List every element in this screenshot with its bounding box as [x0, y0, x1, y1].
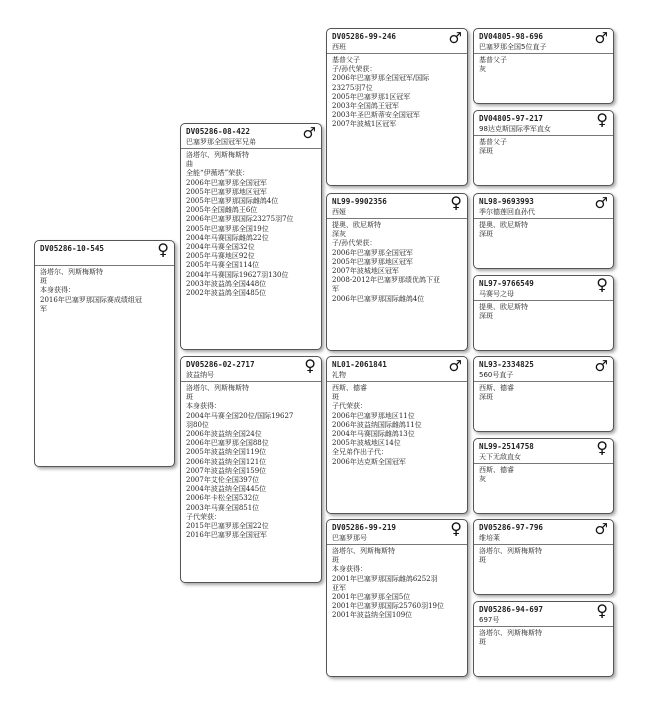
bird-details [332, 384, 462, 467]
detail-line: 2008-2012年巴塞罗那绩优鸽下亚 [332, 276, 440, 285]
detail-line: 子/孙代荣获： [332, 239, 377, 248]
bird-details [40, 268, 169, 314]
detail-line: 2016年巴塞罗那国际赛成绩组冠 [40, 295, 142, 304]
detail-line: 西斯、德睿 [332, 384, 367, 392]
detail-line: 斑 [479, 638, 486, 647]
bird-details [479, 303, 608, 321]
bird-name: 波益纳号 [181, 370, 321, 382]
bird-name: 巴塞罗那全国冠军兄弟 [181, 137, 321, 149]
bird-details [479, 547, 608, 565]
detail-line: 洛塔尔、列斯梅斯特 [479, 547, 542, 555]
detail-line: 西斯、德睿 [479, 466, 514, 474]
detail-line: 2006年波益纳全国24位 [186, 430, 262, 439]
ring-number: NL97-9766549 [479, 279, 534, 288]
detail-line: 基普父子 [479, 56, 507, 64]
detail-line: 曲 [186, 160, 193, 169]
detail-line: 2002年波益鸽全国485位 [186, 289, 267, 298]
male-symbol-icon: ♂ [594, 357, 608, 375]
bird-name: 西班 [327, 42, 467, 54]
female-symbol-icon: ♀ [450, 519, 462, 538]
detail-line: 2006年巴塞罗那国际23275羽7位 [186, 215, 294, 224]
detail-line: 2007年艾伦全国397位 [186, 476, 260, 485]
detail-line: 深斑 [479, 393, 493, 402]
bird-details [332, 221, 462, 304]
detail-line: 基普父子 [479, 138, 507, 146]
detail-line: 2006年巴塞罗那国际雌鸽4位 [332, 294, 425, 303]
bird-name: 560号直子 [474, 370, 613, 382]
detail-line: 2001年巴塞罗那国际25760羽19位 [332, 602, 444, 611]
detail-line: 斑 [332, 556, 339, 565]
pedigree-card-sire[interactable] [180, 123, 322, 350]
ring-number: NL99-9902356 [332, 197, 387, 206]
detail-line: 洛塔尔、列斯梅斯特 [186, 384, 249, 392]
female-symbol-icon: ♀ [304, 356, 316, 375]
detail-line: 羽80位 [186, 420, 209, 429]
detail-line: 子代荣获： [332, 402, 367, 411]
detail-line: 2006年巴塞罗那全国冠军 [332, 248, 413, 257]
pedigree-card-ddd[interactable] [473, 601, 614, 677]
detail-line: 2005年全国雌鸽王6位 [186, 206, 258, 215]
detail-line: 洛塔尔、列斯梅斯特 [479, 629, 542, 637]
detail-line: 2006年波益纳国际雌鸽11位 [332, 420, 422, 429]
ring-number: DV05286-97-796 [479, 523, 544, 532]
detail-line: 2005年马赛全国114位 [186, 261, 260, 270]
detail-line: 提奥、欧尼斯特 [479, 221, 528, 229]
detail-line: 2007年波城1区冠军 [332, 120, 397, 129]
detail-line: 2006年波益纳全国121位 [186, 457, 267, 466]
bird-name [35, 254, 174, 266]
detail-line: 2005年波益纳全国119位 [186, 448, 267, 457]
male-symbol-icon: ♂ [448, 29, 462, 47]
detail-line: 2015年巴塞罗那全国22位 [186, 522, 269, 531]
ring-number: DV05286-99-219 [332, 523, 397, 532]
bird-name: 维培莱 [474, 533, 613, 545]
male-symbol-icon: ♂ [594, 29, 608, 47]
pedigree-card-dam[interactable] [180, 356, 322, 583]
detail-line: 2007年波益纳全国159位 [186, 466, 267, 475]
detail-line: 2003年圣巴斯蒂安全国冠军 [332, 111, 420, 120]
pedigree-card-dam-sire[interactable] [326, 356, 468, 514]
pedigree-card-dds[interactable] [473, 519, 614, 595]
bird-name: 697号 [474, 615, 613, 627]
bird-name: 季尔德莲回血孙代 [474, 207, 613, 219]
detail-line: 深斑 [479, 312, 493, 321]
detail-line: 洛塔尔、列斯梅斯特 [332, 547, 395, 555]
detail-line: 2003年全国鸽王冠军 [332, 102, 399, 111]
pedigree-card-sds[interactable] [473, 193, 614, 269]
detail-line: 子代荣获： [186, 512, 221, 521]
detail-line: 2003年马赛全国851位 [186, 503, 260, 512]
detail-line: 2004年马赛全国20位/国际19627 [186, 411, 294, 420]
detail-line: 洛塔尔、列斯梅斯特 [40, 268, 103, 276]
detail-line: 灰 [479, 65, 486, 74]
detail-line: 子/孙代荣获： [332, 65, 377, 74]
ring-number: NL93-2334825 [479, 360, 534, 369]
ring-number: DV04805-98-696 [479, 32, 544, 41]
detail-line: 2004年马赛国际19627羽130位 [186, 270, 289, 279]
ring-number: DV05286-10-545 [40, 244, 105, 253]
ring-number: DV05286-02-2717 [186, 360, 255, 369]
ring-number: DV05286-94-697 [479, 605, 544, 614]
bird-details [186, 151, 316, 298]
detail-line: 2004年波益纳全国445位 [186, 485, 267, 494]
pedigree-card-subject[interactable] [34, 240, 175, 467]
detail-line: 2003年波益鸽全国448位 [186, 279, 267, 288]
detail-line: 2005年波城地区14位 [332, 439, 401, 448]
detail-line: 军 [40, 304, 47, 313]
bird-details [479, 629, 608, 647]
bird-name: 天下无敌直女 [474, 452, 613, 464]
bird-name: 98达克斯国际季军直女 [474, 124, 613, 136]
bird-name: 礼物 [327, 370, 467, 382]
detail-line: 2001年巴塞罗那全国5位 [332, 593, 411, 602]
detail-line: 2005年巴塞罗那1区冠军 [332, 92, 411, 101]
detail-line: 2006年巴塞罗那地区11位 [332, 411, 415, 420]
detail-line: 斑 [40, 277, 47, 286]
detail-line: 灰 [479, 475, 486, 484]
detail-line: 2005年马赛地区92位 [186, 252, 255, 261]
pedigree-card-ssd[interactable] [473, 110, 614, 186]
bird-details [332, 547, 462, 621]
pedigree-card-sire-sire[interactable] [326, 28, 468, 186]
female-symbol-icon: ♀ [157, 240, 169, 259]
detail-line: 斑 [332, 393, 339, 402]
pedigree-card-dam-dam[interactable] [326, 519, 468, 677]
male-symbol-icon: ♂ [448, 357, 462, 375]
detail-line: 军 [332, 285, 339, 294]
bird-details [332, 56, 462, 130]
detail-line: 2004年马赛国际雌鸽13位 [332, 430, 415, 439]
female-symbol-icon: ♀ [596, 601, 608, 620]
pedigree-card-sdd[interactable] [473, 275, 614, 351]
detail-line: 斑 [186, 393, 193, 402]
female-symbol-icon: ♀ [450, 193, 462, 212]
female-symbol-icon: ♀ [596, 275, 608, 294]
detail-line: 2001年波益纳全国109位 [332, 611, 413, 620]
detail-line: 亚军 [332, 583, 346, 592]
bird-details [479, 221, 608, 239]
detail-line: 基普父子 [332, 56, 360, 64]
female-symbol-icon: ♀ [596, 438, 608, 457]
detail-line: 2006年巴塞罗那全国冠军 [186, 178, 267, 187]
bird-details [479, 384, 608, 402]
pedigree-card-sire-dam[interactable] [326, 193, 468, 351]
female-symbol-icon: ♀ [596, 110, 608, 129]
detail-line: 洛塔尔、列斯梅斯特 [186, 151, 249, 159]
male-symbol-icon: ♂ [594, 194, 608, 212]
detail-line: 本身获得： [332, 565, 367, 574]
bird-details [479, 466, 608, 484]
detail-line: 2005年巴塞罗那国际雌鸽4位 [186, 197, 279, 206]
detail-line: 2004年马赛国际雌鸽22位 [186, 233, 269, 242]
detail-line: 斑 [479, 556, 486, 565]
pedigree-card-sss[interactable] [473, 28, 614, 104]
ring-number: NL01-2061841 [332, 360, 387, 369]
detail-line: 2006年达克斯全国冠军 [332, 457, 406, 466]
bird-details [479, 56, 608, 74]
detail-line: 2005年巴塞罗那全国19位 [186, 224, 269, 233]
detail-line: 提奥、欧尼斯特 [479, 303, 528, 311]
detail-line: 深斑 [479, 147, 493, 156]
pedigree-card-dsd[interactable] [473, 438, 614, 514]
detail-line: 提奥、欧尼斯特 [332, 221, 381, 229]
bird-name: 巴塞罗那全国5位直子 [474, 42, 613, 54]
detail-line: 西斯、德睿 [479, 384, 514, 392]
detail-line: 全能“伊薇塔”荣获： [186, 169, 250, 178]
male-symbol-icon: ♂ [302, 124, 316, 142]
ring-number: NL99-2514758 [479, 442, 534, 451]
ring-number: DV05286-08-422 [186, 127, 251, 136]
detail-line: 2007年波城地区冠军 [332, 267, 399, 276]
ring-number: DV05286-99-246 [332, 32, 397, 41]
detail-line: 2001年巴塞罗那国际雌鸽6252羽 [332, 574, 438, 583]
detail-line: 本身获得： [186, 402, 221, 411]
detail-line: 2006年卡松全国532位 [186, 494, 260, 503]
detail-line: 全兄弟作出子代： [332, 448, 388, 457]
detail-line: 深灰 [332, 230, 346, 239]
pedigree-card-dss[interactable] [473, 356, 614, 432]
ring-number: NL98-9693993 [479, 197, 534, 206]
male-symbol-icon: ♂ [594, 520, 608, 538]
bird-name: 西娅 [327, 207, 467, 219]
bird-details [479, 138, 608, 156]
detail-line: 2016年巴塞罗那全国冠军 [186, 531, 267, 540]
detail-line: 2004年马赛全国32位 [186, 243, 255, 252]
detail-line: 2006年巴塞罗那全国88位 [186, 439, 269, 448]
bird-name: 马赛号之母 [474, 289, 613, 301]
bird-details [186, 384, 316, 540]
ring-number: DV04805-97-217 [479, 114, 544, 123]
detail-line: 23275羽7位 [332, 83, 373, 92]
detail-line: 本身获得： [40, 286, 75, 295]
detail-line: 2005年巴塞罗那地区冠军 [186, 187, 267, 196]
detail-line: 2006年巴塞罗那全国冠军/国际 [332, 74, 430, 83]
detail-line: 2005年巴塞罗那地区冠军 [332, 257, 413, 266]
bird-name: 巴塞罗那号 [327, 533, 467, 545]
detail-line: 深斑 [479, 230, 493, 239]
